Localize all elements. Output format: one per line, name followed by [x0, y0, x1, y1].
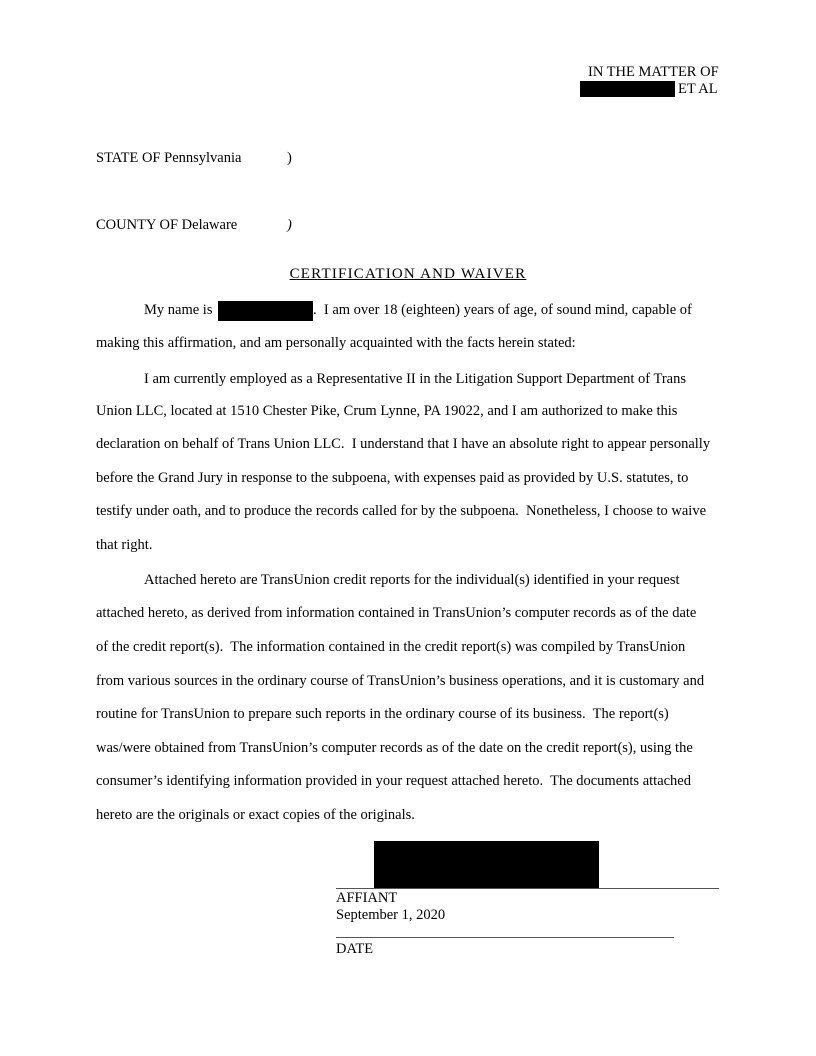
body-line: . I am over 18 (eighteen) years of age, of sound mind, capable of	[313, 302, 692, 318]
redaction-box	[580, 81, 675, 97]
body-line: before the Grand Jury in response to the subpoena, with expenses paid as provided by U.S. statutes, to	[96, 470, 689, 486]
body-line: that right.	[96, 537, 153, 553]
body-line: of the credit report(s). The information contained in the credit report(s) was compiled by TransUnion	[96, 639, 686, 655]
redacted-signature	[374, 841, 599, 888]
state-line: STATE OF Pennsylvania	[96, 150, 242, 166]
caption-et-al: ET AL	[678, 81, 718, 97]
body-line: testify under oath, and to produce the records called for by the subpoena. Nonetheless, I choose to waive	[96, 503, 707, 519]
affiant-label: AFFIANT	[336, 890, 398, 906]
state-paren: )	[287, 150, 292, 166]
date-value: September 1, 2020	[336, 907, 446, 923]
body-line: My name is	[144, 302, 213, 318]
redaction-box	[218, 301, 313, 321]
date-label: DATE	[336, 941, 374, 957]
body-line: Union LLC, located at 1510 Chester Pike, Crum Lynne, PA 19022, and I am authorized to make this	[96, 403, 678, 419]
body-line: routine for TransUnion to prepare such reports in the ordinary course of its business. The report(s)	[96, 706, 669, 722]
body-line: Attached hereto are TransUnion credit reports for the individual(s) identified in your request	[144, 572, 680, 588]
body-line: hereto are the originals or exact copies of the originals.	[96, 807, 415, 823]
body-line: making this affirmation, and am personally acquainted with the facts herein stated:	[96, 335, 576, 351]
body-line: consumer’s identifying information provided in your request attached hereto. The documents attached	[96, 773, 691, 789]
caption-line-1: IN THE MATTER OF	[588, 64, 719, 80]
body-line: was/were obtained from TransUnion’s computer records as of the date on the credit report(s), using the	[96, 740, 693, 756]
body-line: I am currently employed as a Representative II in the Litigation Support Department of Trans	[144, 371, 687, 387]
body-line: declaration on behalf of Trans Union LLC. I understand that I have an absolute right to appear personally	[96, 436, 711, 452]
date-line	[336, 937, 674, 938]
body-line: attached hereto, as derived from information contained in TransUnion’s computer records as of the date	[96, 605, 697, 621]
document-title: CERTIFICATION AND WAIVER	[289, 266, 527, 282]
body-line: from various sources in the ordinary course of TransUnion’s business operations, and it is customary and	[96, 673, 705, 689]
county-line: COUNTY OF Delaware	[96, 217, 238, 233]
county-paren: )	[287, 217, 292, 233]
